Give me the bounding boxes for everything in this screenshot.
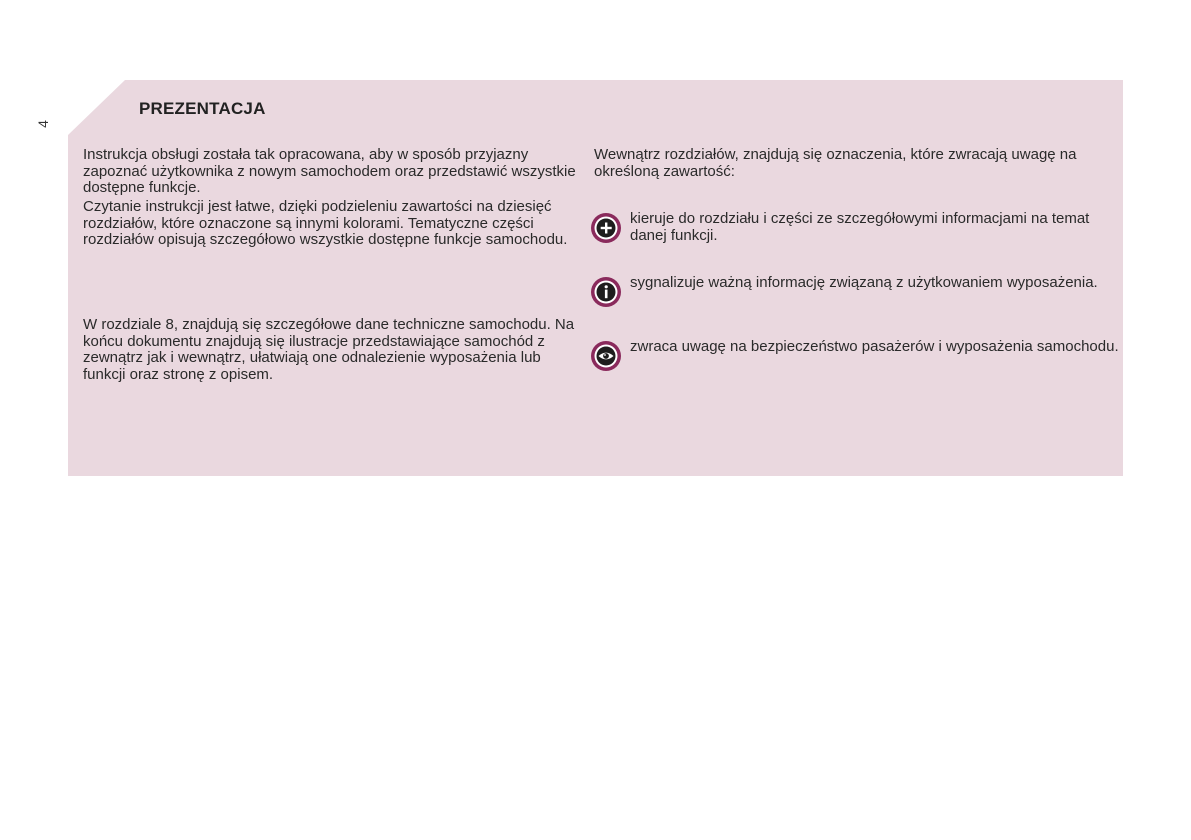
chapters-paragraph: Czytanie instrukcji jest łatwe, dzięki podzieleniu zawartości na dziesięć rozdziałów, które oznaczone są innymi kolorami. Tematyczne części rozdziałów opisują szczegółowo wszystkie dostępne funkcje samochodu. bbox=[83, 198, 568, 248]
plus-icon bbox=[590, 212, 622, 244]
markers-intro-paragraph: Wewnątrz rozdziałów, znajdują się oznaczenia, które zwracają uwagę na określoną zawartość: bbox=[594, 146, 1077, 180]
note-text: sygnalizuje ważną informację związaną z użytkowaniem wyposażenia. bbox=[630, 274, 1098, 291]
note-cross-reference bbox=[590, 211, 1120, 251]
info-icon bbox=[590, 276, 622, 308]
note-text: kieruje do rozdziału i części ze szczegółowymi informacjami na temat danej funkcji. bbox=[630, 210, 1090, 244]
technical-data-paragraph: W rozdziale 8, znajdują się szczegółowe dane techniczne samochodu. Na końcu dokumentu znajdują się ilustracje przedstawiające samochód z zewnątrz jak i wewnątrz, ułatwiają one odnalezienie wyposażenia lub funkcji oraz stronę z opisem. bbox=[83, 316, 575, 383]
note-important-info bbox=[590, 275, 1120, 315]
eye-icon bbox=[590, 340, 622, 372]
page-title: PREZENTACJA bbox=[139, 99, 266, 118]
note-text: zwraca uwagę na bezpieczeństwo pasażerów i wyposażenia samochodu. bbox=[630, 338, 1119, 355]
note-safety bbox=[590, 339, 1120, 379]
intro-paragraph: Instrukcja obsługi została tak opracowana, aby w sposób przyjazny zapoznać użytkownika z nowym samochodem oraz przedstawić wszystkie dostępne funkcje. bbox=[83, 146, 576, 196]
page-number: 4 bbox=[35, 120, 51, 128]
